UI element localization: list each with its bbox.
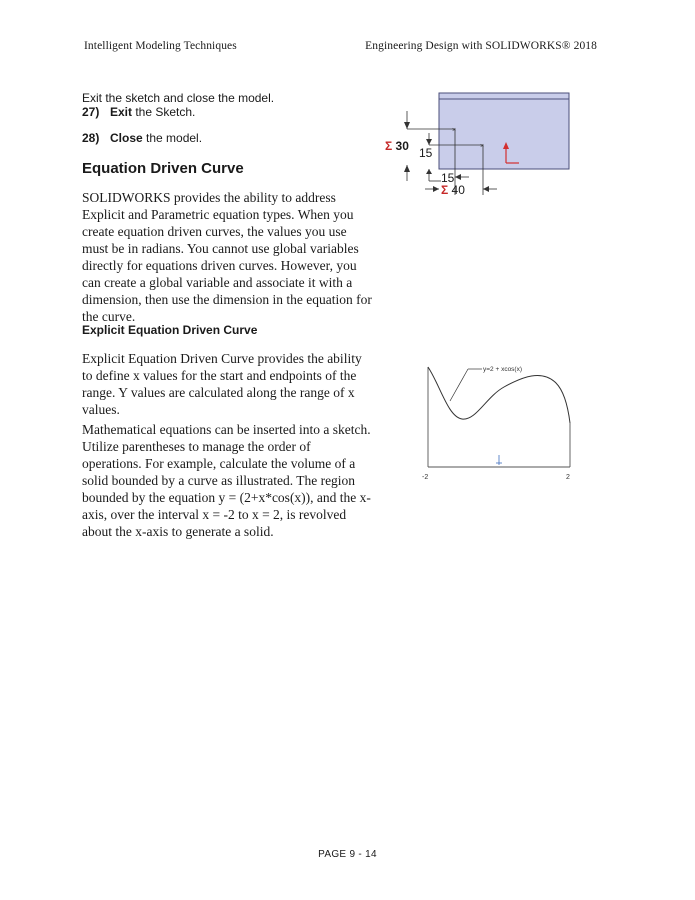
running-header-left: Intelligent Modeling Techniques [84,40,237,52]
dimension-15-horizontal: 15 [441,171,455,185]
point-marker: × [452,127,457,134]
subsection-title: Explicit Equation Driven Curve [82,323,258,337]
curve-figure [420,355,580,485]
dimension-arrow [404,122,410,129]
dimension-global-30: Σ 30 [385,139,409,153]
dimension-arrow [433,186,439,192]
step-27 [82,105,195,119]
x-start-label: -2 [422,474,429,481]
step-28 [82,131,202,145]
equation-label: y=2 + xcos(x) [483,366,523,373]
sketch-face [439,93,569,169]
page-number: PAGE 9 - 14 [318,849,377,860]
step-rest: the model. [142,131,203,145]
running-header-right: Engineering Design with SOLIDWORKS® 2018 [365,40,597,52]
subsection-paragraph-2: Mathematical equations can be inserted into a sketch. Utilize parentheses to manage the order of operations. For example, calculate the volume of a solid bounded by a curve as illustrated. The region bounded by the equation y = (2+x*cos(x)), and the x-axis, over the interval x = -2 to x = 2, is revolved about the x-axis to generate a solid. [82,422,371,539]
dimension-arrow [426,169,432,174]
point-marker: × [480,143,485,150]
intro-text: Exit the sketch and close the model. [82,91,275,105]
section-paragraph: SOLIDWORKS provides the ability to address Explicit and Parametric equation types. When you create equation driven curves, the values you use must be in radians. You cannot use global variables directly for equations driven curves. However, you can create a global variable and associate it with a dimension, then use the dimension in the equation for the curve. [82,190,372,324]
x-end-label: 2 [566,474,570,481]
section-title: Equation Driven Curve [82,160,244,177]
dimension-arrow [404,165,410,172]
dimension-arrow [455,174,461,180]
sigma-glyph: Σ [441,183,449,197]
step-number: 28) [82,131,100,145]
equation-curve [428,367,570,423]
step-number: 27) [82,105,100,119]
dimension-arrow [483,186,489,192]
dimension-value: 30 [392,139,409,153]
sketch-figure [385,85,575,205]
step-verb: Close [110,131,143,145]
label-leader [450,369,468,401]
dimension-15-vertical: 15 [419,146,433,160]
dimension-value: 40 [448,183,465,197]
dimension-arrow [426,139,432,145]
step-verb: Exit [110,105,133,119]
step-rest: the Sketch. [132,105,196,119]
dimension-global-40 [441,183,465,197]
subsection-paragraph-1: Explicit Equation Driven Curve provides the ability to define x values for the start and endpoints of the range. Y values are calculated along the range of x values. [82,351,362,417]
